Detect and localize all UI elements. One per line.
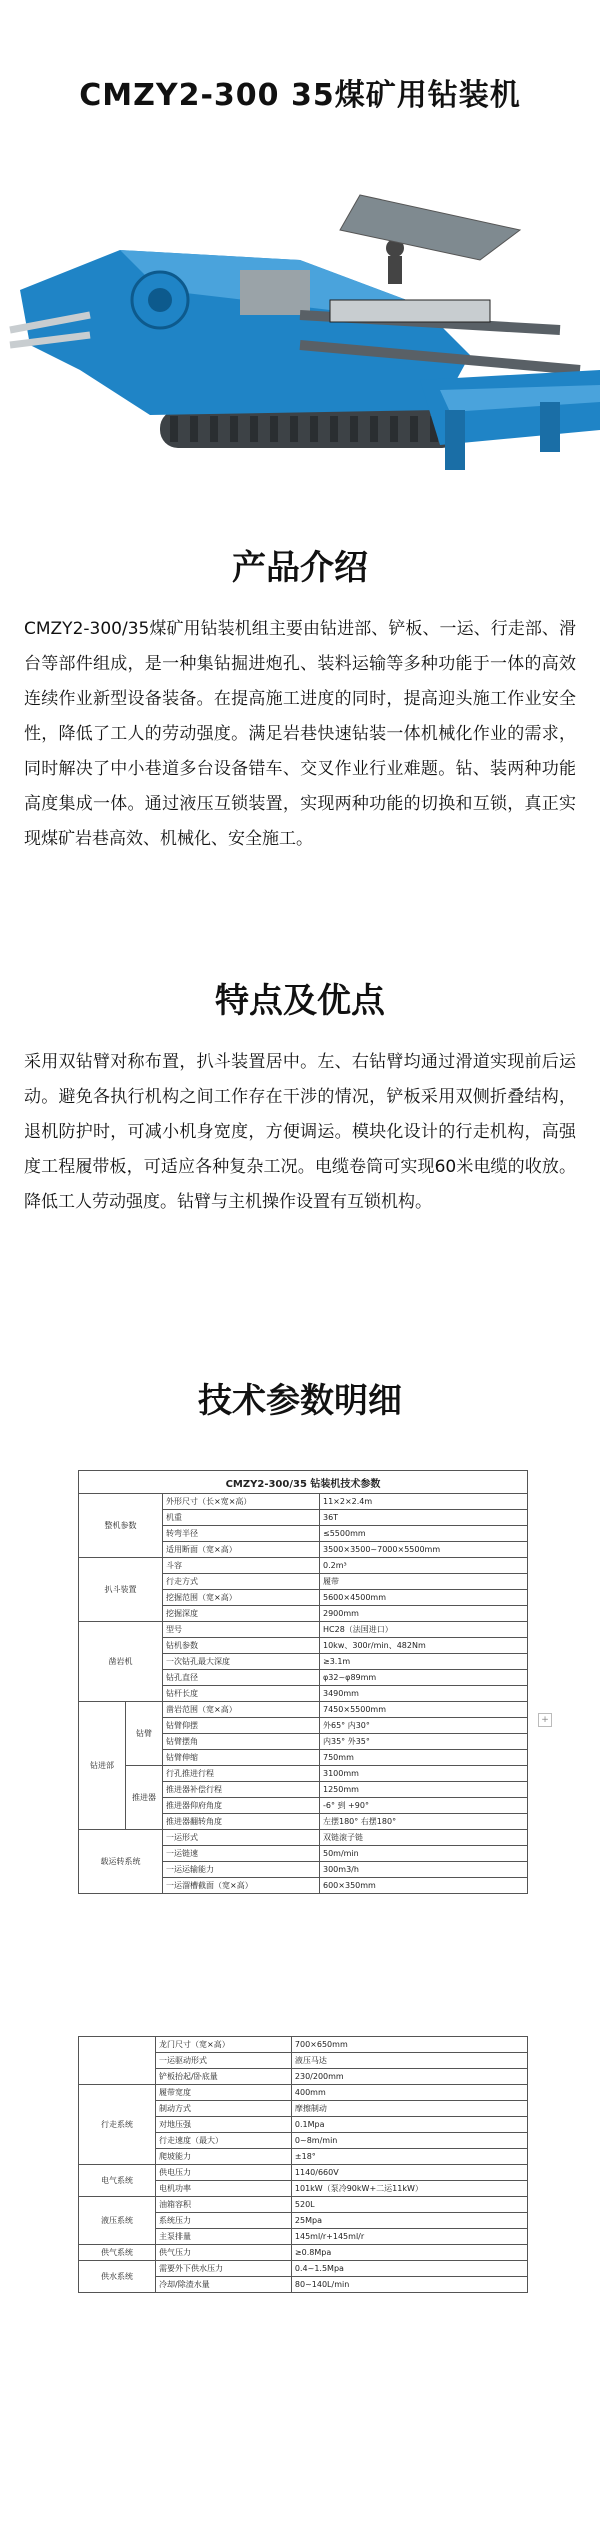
table-row: 整机参数 外形尺寸（长×宽×高） 11×2×2.4m <box>79 1494 528 1510</box>
table-row: 主泵排量 145ml/r+145ml/r <box>79 2229 528 2245</box>
table-header: CMZY2-300/35 钻装机技术参数 <box>79 1471 528 1494</box>
table-row: 凿岩机 型号 HC28（法国进口） <box>79 1622 528 1638</box>
features-paragraph: 采用双钻臂对称布置，扒斗装置居中。左、右钻臂均通过滑道实现前后运动。避免各执行机构之间工作存在干涉的情况，铲板采用双侧折叠结构，退机防护时，可减小机身宽度，方便调运。模块化设计的行走机构，高强度工程履带板，可适应各种复杂工况。电缆卷筒可实现60米电缆的收放。降低工人劳动强度。钻臂与主机操作设置有互锁机构。 <box>24 1052 576 1212</box>
table-row: 钻机参数 10kw、300r/min、482Nm <box>79 1638 528 1654</box>
table-row: 推进器仰府角度 -6° 到 +90° <box>79 1798 528 1814</box>
table-row: 行走方式 履带 <box>79 1574 528 1590</box>
table-row: 冷却/除渣水量 80~140L/min <box>79 2277 528 2293</box>
table-row: 适用断面（宽×高） 3500×3500~7000×5500mm <box>79 1542 528 1558</box>
table-row: 电机功率 101kW（泵冷90kW+二运11kW） <box>79 2181 528 2197</box>
intro-paragraph: CMZY2-300/35煤矿用钻装机组主要由钻进部、铲板、一运、行走部、滑台等部件组成，是一种集钻掘进炮孔、装料运输等多种功能于一体的高效连续作业新型设备装备。在提高施工进度的同时，提高迎头施工作业安全性，降低了工人的劳动强度。满足岩巷快速钻装一体机械化作业的需求，同时解决了中小巷道多台设备错车、交叉作业行业难题。钻、装两种功能高度集成一体。通过液压互锁装置，实现两种功能的切换和互锁，真正实现煤矿岩巷高效、机械化、安全施工。 <box>24 619 576 849</box>
table-row: 一运链速 50m/min <box>79 1846 528 1862</box>
spec-table-1 <box>78 1470 528 1894</box>
table-row: 机重 36T <box>79 1510 528 1526</box>
add-icon[interactable]: + <box>538 1713 552 1727</box>
table-row: 铲板抬起/卧底量 230/200mm <box>79 2069 528 2085</box>
table-row: 推进器 行孔推进行程 3100mm <box>79 1766 528 1782</box>
table-row: 钻孔直径 φ32~φ89mm <box>79 1670 528 1686</box>
table-row: 钻杆长度 3490mm <box>79 1686 528 1702</box>
table-row: 系统压力 25Mpa <box>79 2213 528 2229</box>
table-row: 钻臂伸缩 750mm <box>79 1750 528 1766</box>
params-heading: 技术参数明细 <box>198 1381 402 1421</box>
table-row: 制动方式 摩擦制动 <box>79 2101 528 2117</box>
table-row: 扒斗装置 斗容 0.2m³ <box>79 1558 528 1574</box>
table-row: 推进器补偿行程 1250mm <box>79 1782 528 1798</box>
table-row: 一运溜槽截面（宽×高） 600×350mm <box>79 1878 528 1894</box>
table-row: 挖掘范围（宽×高） 5600×4500mm <box>79 1590 528 1606</box>
crawler-track <box>160 410 460 448</box>
features-heading: 特点及优点 <box>215 981 385 1021</box>
table-row: 一运驱动形式 液压马达 <box>79 2053 528 2069</box>
table-row: 电气系统 供电压力 1140/660V <box>79 2165 528 2181</box>
table-row: 挖掘深度 2900mm <box>79 1606 528 1622</box>
intro-heading: 产品介绍 <box>232 548 368 588</box>
table-row: 液压系统 油箱容积 520L <box>79 2197 528 2213</box>
table-row: 龙门尺寸（宽×高） 700×650mm <box>79 2037 528 2053</box>
table-row: 一次钻孔最大深度 ≥3.1m <box>79 1654 528 1670</box>
table-row: 行走速度（最大） 0~8m/min <box>79 2133 528 2149</box>
table-row: 爬坡能力 ±18° <box>79 2149 528 2165</box>
table-row: 钻臂摆角 内35° 外35° <box>79 1734 528 1750</box>
page-title: CMZY2-300 35煤矿用钻装机 <box>79 78 521 113</box>
table-row: 载运转系统 一运形式 双链滚子链 <box>79 1830 528 1846</box>
spec-table-2 <box>78 2036 528 2293</box>
table-row: 钻进部 钻臂 凿岩范围（宽×高） 7450×5500mm <box>79 1702 528 1718</box>
table-row: 供水系统 需要外下供水压力 0.4~1.5Mpa <box>79 2261 528 2277</box>
table-row: 钻臂仰摆 外65° 内30° <box>79 1718 528 1734</box>
table-row: 对地压强 0.1Mpa <box>79 2117 528 2133</box>
table-row: 推进器翻转角度 左摆180° 右摆180° <box>79 1814 528 1830</box>
table-row: 一运运输能力 300m3/h <box>79 1862 528 1878</box>
table-row: 供气系统 供气压力 ≥0.8Mpa <box>79 2245 528 2261</box>
drill-loader-machine-image <box>0 140 600 490</box>
table-row: 行走系统 履带宽度 400mm <box>79 2085 528 2101</box>
table-row: 转弯半径 ≤5500mm <box>79 1526 528 1542</box>
